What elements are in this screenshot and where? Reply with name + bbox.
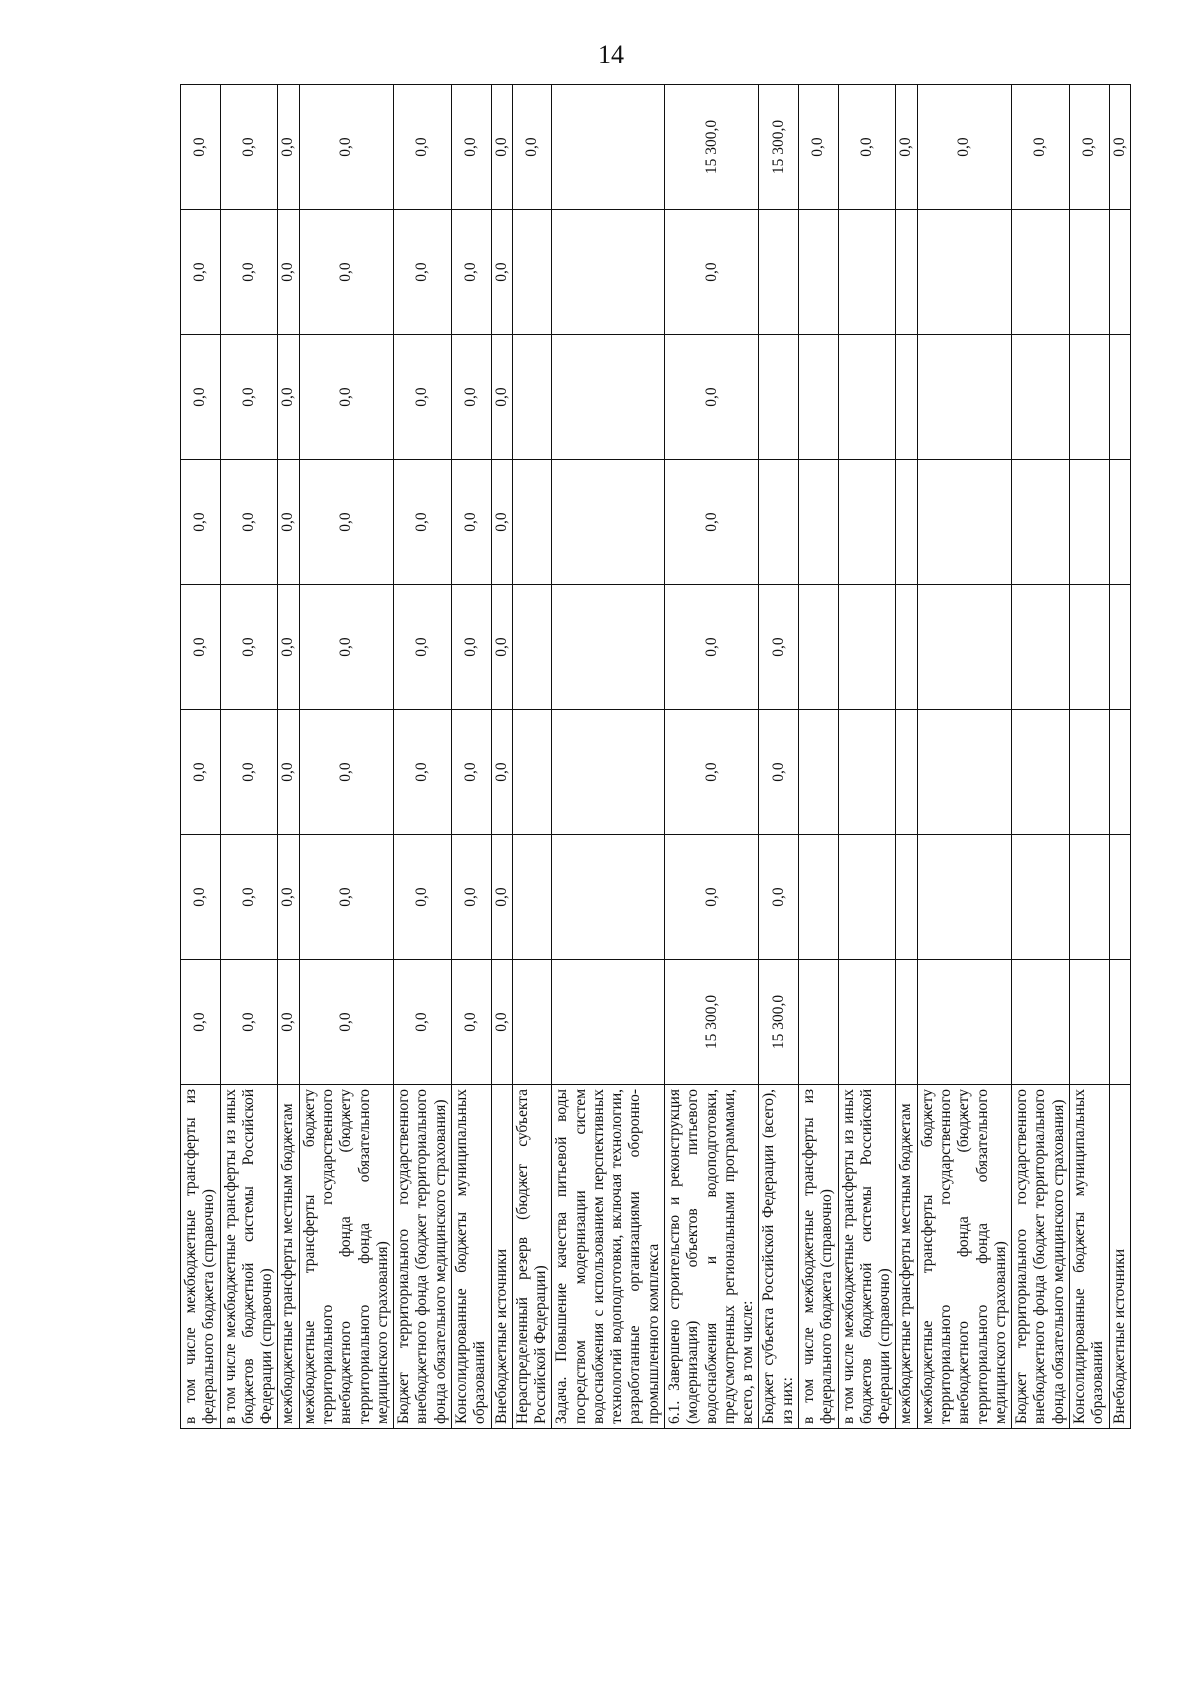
value-cell: 0,0 [181,585,221,710]
table-row [917,85,1011,1429]
value-cell [552,85,665,210]
value-cell [838,460,896,585]
value-cell: 0,0 [1012,85,1070,210]
row-label: Внебюджетные источники [1109,1085,1130,1429]
value-cell [896,835,917,960]
row-label: 6.1. Завершено строительство и реконструкция (модернизация) объектов питьевого водоснабжения и водоподготовки, предусмотренных региональными программами, всего, в том числе: [665,1085,759,1429]
table-row [838,85,896,1429]
value-cell [838,710,896,835]
value-cell [1069,460,1109,585]
value-cell: 0,0 [665,335,759,460]
value-cell [1109,210,1130,335]
value-cell: 0,0 [451,835,491,960]
value-cell [1109,585,1130,710]
value-cell: 0,0 [665,585,759,710]
value-cell: 0,0 [220,960,278,1085]
value-cell: 0,0 [491,85,512,210]
value-cell [1012,585,1070,710]
value-cell: 0,0 [759,835,799,960]
value-cell: 0,0 [491,460,512,585]
value-cell: 0,0 [896,85,917,210]
value-cell: 0,0 [278,710,299,835]
value-cell [552,710,665,835]
value-cell [838,835,896,960]
value-cell [896,335,917,460]
value-cell: 0,0 [299,85,393,210]
value-cell: 0,0 [451,585,491,710]
value-cell: 0,0 [278,85,299,210]
value-cell: 0,0 [220,710,278,835]
value-cell: 15 300,0 [665,85,759,210]
value-cell: 0,0 [491,710,512,835]
value-cell [759,335,799,460]
value-cell: 0,0 [220,85,278,210]
value-cell: 0,0 [491,210,512,335]
value-cell: 0,0 [451,210,491,335]
value-cell: 0,0 [299,585,393,710]
value-cell: 0,0 [181,710,221,835]
value-cell [552,960,665,1085]
value-cell: 15 300,0 [665,960,759,1085]
table-row [512,85,552,1429]
value-cell: 0,0 [491,835,512,960]
table-row [394,85,452,1429]
value-cell: 0,0 [665,835,759,960]
value-cell [759,460,799,585]
value-cell [1012,335,1070,460]
value-cell [917,835,1011,960]
value-cell: 0,0 [394,835,452,960]
value-cell [552,585,665,710]
value-cell [838,335,896,460]
table-row [1012,85,1070,1429]
value-cell [799,210,839,335]
value-cell [552,335,665,460]
value-cell: 0,0 [451,710,491,835]
value-cell: 0,0 [299,210,393,335]
table-row [181,85,221,1429]
value-cell [1109,960,1130,1085]
value-cell: 0,0 [394,960,452,1085]
value-cell: 0,0 [451,460,491,585]
value-cell [1069,335,1109,460]
value-cell [917,210,1011,335]
value-cell [799,460,839,585]
value-cell: 0,0 [181,835,221,960]
table-row [665,85,759,1429]
value-cell [896,960,917,1085]
value-cell: 0,0 [299,835,393,960]
value-cell [552,210,665,335]
value-cell: 0,0 [394,210,452,335]
value-cell: 0,0 [181,960,221,1085]
row-label: Нераспределенный резерв (бюджет субъекта Российской Федерации) [512,1085,552,1429]
value-cell [1109,460,1130,585]
value-cell [512,210,552,335]
row-label: в том числе межбюджетные трансферты из иных бюджетов бюджетной системы Российской Федерации (справочно) [838,1085,896,1429]
value-cell: 0,0 [394,585,452,710]
value-cell [917,460,1011,585]
value-cell [512,460,552,585]
value-cell [838,585,896,710]
value-cell [896,460,917,585]
value-cell: 0,0 [451,960,491,1085]
value-cell [1012,460,1070,585]
value-cell: 0,0 [1109,85,1130,210]
value-cell [917,585,1011,710]
table-row [451,85,491,1429]
value-cell: 0,0 [220,585,278,710]
value-cell [1109,335,1130,460]
value-cell: 0,0 [278,960,299,1085]
value-cell: 0,0 [759,585,799,710]
value-cell: 0,0 [394,85,452,210]
table-row [491,85,512,1429]
rotated-table-container [180,85,1128,1429]
value-cell: 0,0 [665,210,759,335]
value-cell: 0,0 [278,460,299,585]
value-cell [1069,210,1109,335]
value-cell: 0,0 [278,335,299,460]
table-row [1069,85,1109,1429]
value-cell: 0,0 [917,85,1011,210]
value-cell: 0,0 [278,585,299,710]
value-cell [1012,960,1070,1085]
row-label: межбюджетные трансферты местным бюджетам [278,1085,299,1429]
row-label: в том числе межбюджетные трансферты из иных бюджетов бюджетной системы Российской Федерации (справочно) [220,1085,278,1429]
value-cell: 0,0 [491,960,512,1085]
value-cell: 0,0 [838,85,896,210]
table-row [759,85,799,1429]
value-cell [512,585,552,710]
value-cell [799,710,839,835]
value-cell: 0,0 [665,710,759,835]
value-cell [1012,710,1070,835]
value-cell: 0,0 [394,710,452,835]
value-cell [896,210,917,335]
value-cell: 0,0 [181,85,221,210]
value-cell [1069,835,1109,960]
value-cell: 0,0 [220,835,278,960]
value-cell [917,710,1011,835]
value-cell: 0,0 [665,460,759,585]
value-cell: 0,0 [299,960,393,1085]
value-cell: 0,0 [181,335,221,460]
value-cell: 0,0 [451,335,491,460]
value-cell [838,960,896,1085]
value-cell [1012,210,1070,335]
row-label: межбюджетные трансферты бюджету территориального государственного внебюджетного фонда (бюджету территориального фонда обязательного медицинского страхования) [299,1085,393,1429]
value-cell: 0,0 [299,460,393,585]
value-cell: 0,0 [799,85,839,210]
row-label: Бюджет территориального государственного внебюджетного фонда (бюджет территориального фонда обязательного медицинского страхования) [394,1085,452,1429]
row-label: Внебюджетные источники [491,1085,512,1429]
value-cell [512,710,552,835]
value-cell [917,335,1011,460]
row-label: Бюджет субъекта Российской Федерации (всего), из них: [759,1085,799,1429]
row-label: в том числе межбюджетные трансферты из федерального бюджета (справочно) [799,1085,839,1429]
table-row [552,85,665,1429]
row-label: межбюджетные трансферты местным бюджетам [896,1085,917,1429]
row-label: Задача. Повышение качества питьевой воды посредством модернизации систем водоснабжения с использованием перспективных технологий водоподготовки, включая технологии, разработанные организациями оборонно-промышленного комплекса [552,1085,665,1429]
value-cell [1012,835,1070,960]
row-label: в том числе межбюджетные трансферты из федерального бюджета (справочно) [181,1085,221,1429]
value-cell: 0,0 [394,460,452,585]
table-row [799,85,839,1429]
table-row [278,85,299,1429]
document-page [180,85,1128,1429]
value-cell [799,335,839,460]
row-label: межбюджетные трансферты бюджету территориального государственного внебюджетного фонда (бюджету территориального фонда обязательного медицинского страхования) [917,1085,1011,1429]
value-cell: 0,0 [491,335,512,460]
value-cell: 0,0 [220,210,278,335]
table-row [1109,85,1130,1429]
value-cell [552,460,665,585]
row-label: Консолидированные бюджеты муниципальных образований [1069,1085,1109,1429]
value-cell [917,960,1011,1085]
value-cell [512,835,552,960]
value-cell: 0,0 [220,460,278,585]
value-cell [799,585,839,710]
value-cell [1109,710,1130,835]
value-cell: 0,0 [512,85,552,210]
value-cell [759,210,799,335]
value-cell: 0,0 [451,85,491,210]
value-cell [838,210,896,335]
value-cell [1069,710,1109,835]
value-cell: 0,0 [1069,85,1109,210]
value-cell: 0,0 [759,710,799,835]
value-cell [1069,960,1109,1085]
row-label: Бюджет территориального государственного внебюджетного фонда (бюджет территориального фонда обязательного медицинского страхования) [1012,1085,1070,1429]
value-cell: 15 300,0 [759,85,799,210]
value-cell: 0,0 [181,460,221,585]
value-cell [896,710,917,835]
value-cell: 0,0 [278,210,299,335]
value-cell: 0,0 [181,210,221,335]
value-cell: 0,0 [299,335,393,460]
value-cell: 15 300,0 [759,960,799,1085]
value-cell [896,585,917,710]
value-cell: 0,0 [394,335,452,460]
page-number: 14 [598,40,624,69]
value-cell: 0,0 [299,710,393,835]
value-cell: 0,0 [278,835,299,960]
table-row [896,85,917,1429]
value-cell [552,835,665,960]
value-cell [1069,585,1109,710]
value-cell [1109,835,1130,960]
value-cell [799,960,839,1085]
row-label: Консолидированные бюджеты муниципальных образований [451,1085,491,1429]
budget-table [180,84,1131,1429]
value-cell [512,335,552,460]
value-cell [799,835,839,960]
table-row [220,85,278,1429]
table-row [299,85,393,1429]
value-cell [512,960,552,1085]
value-cell: 0,0 [491,585,512,710]
value-cell: 0,0 [220,335,278,460]
